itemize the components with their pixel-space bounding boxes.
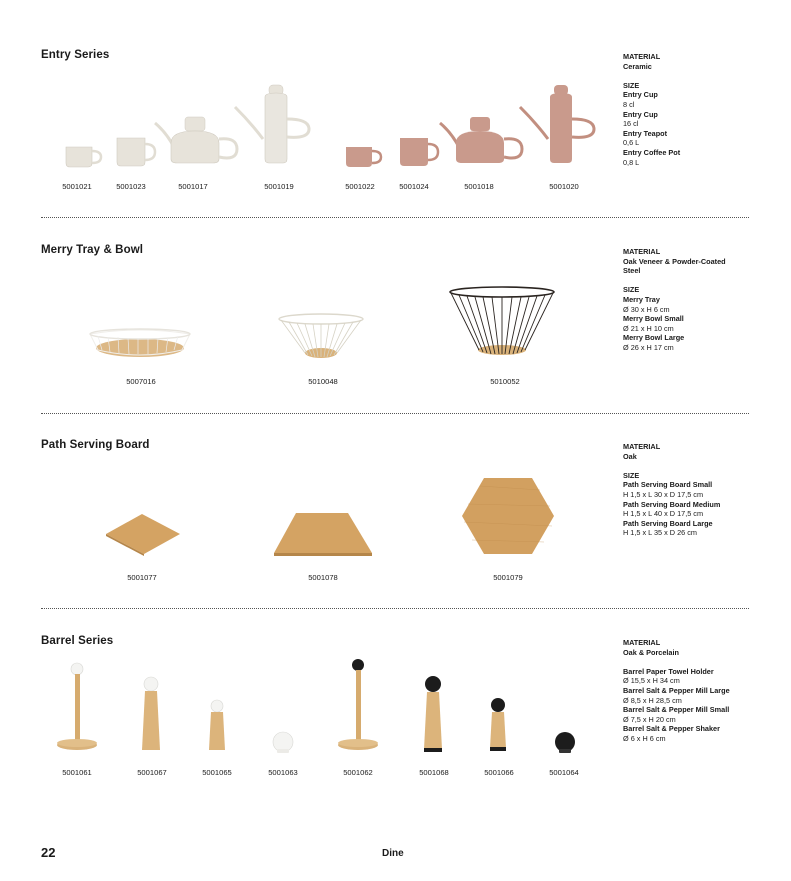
spec-entry-series bbox=[623, 52, 763, 167]
product-code: 5001017 bbox=[178, 182, 208, 191]
product-image-path-board-medium bbox=[272, 511, 374, 557]
product-image-entry-cup-white-large bbox=[115, 136, 157, 168]
spec-line: H 1,5 x L 30 x D 17,5 cm bbox=[623, 489, 704, 499]
spec-heading: MATERIAL bbox=[623, 52, 661, 61]
product-image-barrel-shaker-white bbox=[271, 731, 295, 755]
product-image-barrel-mill-small-black bbox=[487, 697, 509, 753]
product-code: 5001024 bbox=[399, 182, 429, 191]
product-image-entry-cup-pink-large bbox=[398, 136, 440, 168]
spec-spacer bbox=[623, 71, 763, 81]
spec-line: Entry Coffee Pot bbox=[623, 147, 681, 157]
product-image-path-board-small bbox=[104, 512, 182, 556]
product-image-merry-tray bbox=[88, 328, 192, 360]
spec-spacer bbox=[623, 657, 763, 667]
section-title-merry-tray-bowl: Merry Tray & Bowl bbox=[41, 244, 144, 256]
product-image-barrel-mill-large-white bbox=[139, 676, 163, 752]
product-image-entry-teapot-pink bbox=[438, 115, 524, 167]
spec-line: Merry Bowl Large bbox=[623, 333, 685, 343]
spec-line: Oak bbox=[623, 451, 637, 461]
product-image-barrel-shaker-black bbox=[553, 731, 577, 755]
product-image-entry-teapot-white bbox=[153, 115, 239, 167]
spec-heading: MATERIAL bbox=[623, 442, 661, 451]
spec-line: Ø 30 x H 6 cm bbox=[623, 304, 670, 314]
section-divider bbox=[41, 608, 749, 609]
spec-line: Ø 6 x H 6 cm bbox=[623, 733, 666, 743]
spec-line: Entry Teapot bbox=[623, 128, 668, 138]
product-code: 5001067 bbox=[137, 768, 167, 777]
product-image-barrel-mill-small-white bbox=[206, 698, 228, 752]
spec-line: Ø 7,5 x H 20 cm bbox=[623, 714, 676, 724]
spec-line: Oak & Porcelain bbox=[623, 647, 679, 657]
spec-line: Entry Cup bbox=[623, 90, 658, 100]
spec-line: Path Serving Board Medium bbox=[623, 499, 721, 509]
spec-line: 0,8 L bbox=[623, 157, 640, 167]
spec-line: Barrel Salt & Pepper Shaker bbox=[623, 724, 720, 734]
section-title-barrel-series: Barrel Series bbox=[41, 635, 114, 647]
product-code: 5001068 bbox=[419, 768, 449, 777]
spec-line: Merry Tray bbox=[623, 294, 660, 304]
product-image-entry-coffee-pot-pink bbox=[518, 83, 598, 165]
product-code: 5010048 bbox=[308, 377, 338, 386]
spec-line: Barrel Paper Towel Holder bbox=[623, 666, 714, 676]
product-image-barrel-paper-towel-holder-white bbox=[56, 662, 100, 752]
spec-heading: MATERIAL bbox=[623, 247, 661, 256]
spec-line: Oak Veneer & Powder-Coated bbox=[623, 256, 726, 266]
product-code: 5010052 bbox=[490, 377, 520, 386]
spec-line: Barrel Salt & Pepper Mill Large bbox=[623, 685, 730, 695]
spec-line: 0,6 L bbox=[623, 138, 640, 148]
product-code: 5001063 bbox=[268, 768, 298, 777]
product-code: 5007016 bbox=[126, 377, 156, 386]
product-code: 5001064 bbox=[549, 768, 579, 777]
section-title-entry-series: Entry Series bbox=[41, 49, 110, 61]
spec-line: Ø 15,5 x H 34 cm bbox=[623, 676, 680, 686]
section-title-path-serving-board: Path Serving Board bbox=[41, 439, 150, 451]
section-divider bbox=[41, 217, 749, 218]
spec-barrel-series bbox=[623, 638, 763, 744]
product-code: 5001021 bbox=[62, 182, 92, 191]
product-code: 5001022 bbox=[345, 182, 375, 191]
page-number: 22 bbox=[41, 845, 56, 860]
product-code: 5001061 bbox=[62, 768, 92, 777]
spec-line: Ceramic bbox=[623, 61, 652, 71]
product-code: 5001078 bbox=[308, 573, 338, 582]
product-image-entry-cup-pink-small bbox=[344, 143, 384, 169]
spec-line: 16 cl bbox=[623, 119, 639, 129]
spec-line: Entry Cup bbox=[623, 109, 658, 119]
spec-line: Path Serving Board Large bbox=[623, 518, 713, 528]
spec-heading: MATERIAL bbox=[623, 638, 661, 647]
spec-line: Ø 8,5 x H 28,5 cm bbox=[623, 695, 682, 705]
chapter-title: Dine bbox=[382, 848, 404, 859]
spec-line: Merry Bowl Small bbox=[623, 314, 684, 324]
spec-line: Ø 26 x H 17 cm bbox=[623, 342, 674, 352]
spec-heading: SIZE bbox=[623, 80, 640, 90]
product-code: 5001062 bbox=[343, 768, 373, 777]
product-code: 5001079 bbox=[493, 573, 523, 582]
product-code: 5001066 bbox=[484, 768, 514, 777]
spec-line: Steel bbox=[623, 266, 641, 276]
product-image-barrel-mill-large-black bbox=[421, 675, 445, 753]
product-image-entry-coffee-pot-white bbox=[233, 83, 313, 165]
product-image-path-board-large bbox=[460, 476, 556, 556]
spec-line: Path Serving Board Small bbox=[623, 480, 713, 490]
product-code: 5001065 bbox=[202, 768, 232, 777]
product-image-merry-bowl-large bbox=[447, 286, 557, 360]
product-image-entry-cup-white-small bbox=[64, 143, 104, 169]
spec-spacer bbox=[623, 461, 763, 471]
spec-line: Barrel Salt & Pepper Mill Small bbox=[623, 705, 730, 715]
product-code: 5001018 bbox=[464, 182, 494, 191]
spec-merry-tray-bowl bbox=[623, 247, 763, 353]
product-code: 5001023 bbox=[116, 182, 146, 191]
product-code: 5001077 bbox=[127, 573, 157, 582]
spec-line: H 1,5 x L 40 x D 17,5 cm bbox=[623, 509, 704, 519]
product-image-merry-bowl-small bbox=[277, 313, 365, 361]
spec-heading: SIZE bbox=[623, 470, 640, 480]
spec-path-serving-board bbox=[623, 442, 763, 538]
spec-line: 8 cl bbox=[623, 99, 635, 109]
section-divider bbox=[41, 413, 749, 414]
product-code: 5001020 bbox=[549, 182, 579, 191]
spec-line: Ø 21 x H 10 cm bbox=[623, 323, 674, 333]
product-code: 5001019 bbox=[264, 182, 294, 191]
product-image-barrel-paper-towel-holder-black bbox=[336, 658, 380, 752]
spec-line: H 1,5 x L 35 x D 26 cm bbox=[623, 528, 697, 538]
spec-spacer bbox=[623, 276, 763, 286]
spec-heading: SIZE bbox=[623, 285, 640, 295]
